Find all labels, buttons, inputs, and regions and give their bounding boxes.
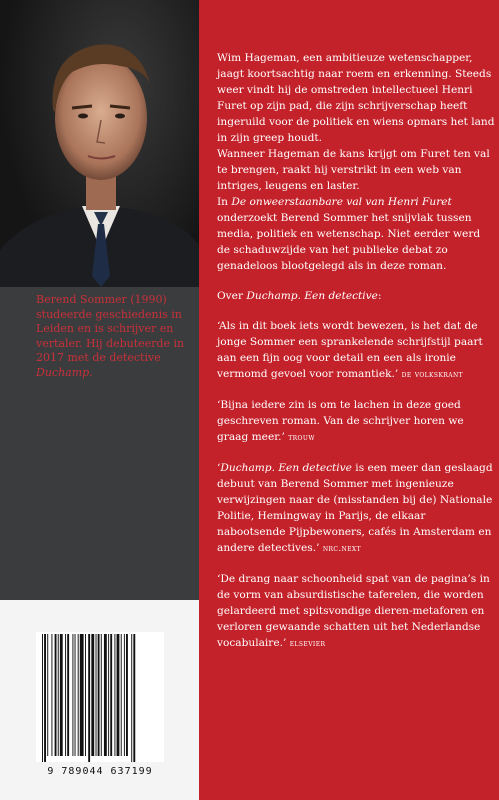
barcode-bar <box>44 634 46 762</box>
blurb-panel <box>199 0 499 800</box>
review-open-quote: ‘ <box>217 462 221 474</box>
review-quote <box>217 397 495 446</box>
barcode-bar <box>104 634 107 756</box>
left-column <box>0 0 199 800</box>
review-quote <box>217 571 495 652</box>
barcode-bar <box>110 634 112 756</box>
author-portrait-illustration <box>0 0 199 287</box>
review-text: ‘De drang naar schoonheid spat van de pagina’s in de vorm van absurdistische taferelen, die worden gelardeerd met spitsvondige dieren-metaforen en verloren gewaande schatten uit het Nederlandse vocabulaire.’ <box>217 573 490 649</box>
barcode-bar <box>72 634 73 756</box>
barcode-bar <box>131 634 132 762</box>
review-quote <box>217 318 495 383</box>
barcode-bar <box>124 634 125 756</box>
blurb-p3-post: onderzoekt Berend Sommer het snijvlak tussen media, politiek en wetenschap. Niet eerder werd de schaduwzijde van het publieke debat zo genadeloos blootgelegd als in deze roman. <box>217 212 481 272</box>
blurb-paragraph-2: Wanneer Hageman de kans krijgt om Furet ten val te brengen, raakt hij verstrikt in een web van intriges, leugens en laster. <box>217 148 490 192</box>
review-source: nrc.next <box>322 544 362 554</box>
barcode-bar <box>78 634 79 756</box>
review-text: ‘Bijna iedere zin is om te lachen in deze goed geschreven roman. Van de schrijver horen we graag meer.’ <box>217 399 464 443</box>
review-quote <box>217 460 495 557</box>
author-bio-text: Berend Sommer (1990) studeerde geschiedenis in Leiden en is schrijver en vertaler. Hij debuteerde in 2017 met de detective <box>36 293 185 365</box>
author-bio <box>36 293 196 381</box>
isbn-barcode <box>36 632 164 777</box>
reviews-intro-title: Duchamp. Een detective <box>246 290 378 302</box>
barcode-bar <box>117 634 120 756</box>
review-book-title: Duchamp. Een detective <box>220 462 352 474</box>
review-text: ‘Als in dit boek iets wordt bewezen, is het dat de jonge Sommer een sprankelende schrijfstijl paart aan een fijn oog voor detail en een als ironie vermomd gevoel voor romantiek.’ <box>217 320 483 380</box>
reviews-intro-post: : <box>377 290 382 302</box>
blurb-text <box>217 50 495 666</box>
blurb-book-title: De onweerstaanbare val van Henri Furet <box>231 196 452 208</box>
barcode-bar <box>85 634 86 756</box>
barcode-bar <box>114 634 115 756</box>
barcode-bar <box>60 634 63 756</box>
review-source: trouw <box>288 433 315 443</box>
barcode-bar <box>67 634 69 756</box>
author-bio-book-title: Duchamp. <box>36 365 93 379</box>
barcode-bar <box>65 634 66 756</box>
review-source: elsevier <box>289 639 326 649</box>
review-source: de volkskrant <box>401 370 464 380</box>
barcode-bar <box>88 634 90 762</box>
barcode-bar <box>58 634 59 756</box>
barcode-panel <box>0 600 199 800</box>
review-text: is een meer dan geslaagd debuut van Berend Sommer met ingenieuze verwijzingen naar de (misstanden bij de) Nationale Politie, Hemingway in Parijs, de elkaar nabootsende Pijpbewoners, cafés in Amsterdam en andere detectives.’ <box>217 462 493 554</box>
barcode-bar <box>75 634 76 756</box>
blurb-paragraph-3 <box>217 194 495 274</box>
barcode-bar <box>108 634 109 756</box>
blurb-p3-pre: In <box>217 196 232 208</box>
barcode-bar <box>126 634 128 756</box>
barcode-bar <box>42 634 43 762</box>
barcode-bar <box>121 634 122 756</box>
barcode-bar <box>133 634 135 762</box>
barcode-bar <box>98 634 100 756</box>
barcode-bar <box>91 634 94 756</box>
barcode-bar <box>101 634 102 756</box>
blurb-paragraph-1: Wim Hageman, een ambitieuze wetenschapper, jaagt koortsachtig naar roem en erkenning. Steeds weer vindt hij de omstreden intellectueel Henri Furet op zijn pad, die zijn schrijverschap heeft ingeruild voor de politiek en wiens opmars het land in zijn greep houdt. <box>217 52 495 144</box>
barcode-bar <box>55 634 57 756</box>
author-photo <box>0 0 199 287</box>
barcode-bars <box>40 632 160 762</box>
barcode-bar <box>80 634 84 756</box>
barcode-bar <box>47 634 48 756</box>
reviews-intro-pre: Over <box>217 290 247 302</box>
barcode-bar <box>51 634 52 756</box>
author-bio-panel <box>0 287 199 600</box>
isbn-number: 9 789044 637199 <box>47 766 153 777</box>
reviews-intro <box>217 288 495 304</box>
barcode-bar <box>96 634 97 756</box>
